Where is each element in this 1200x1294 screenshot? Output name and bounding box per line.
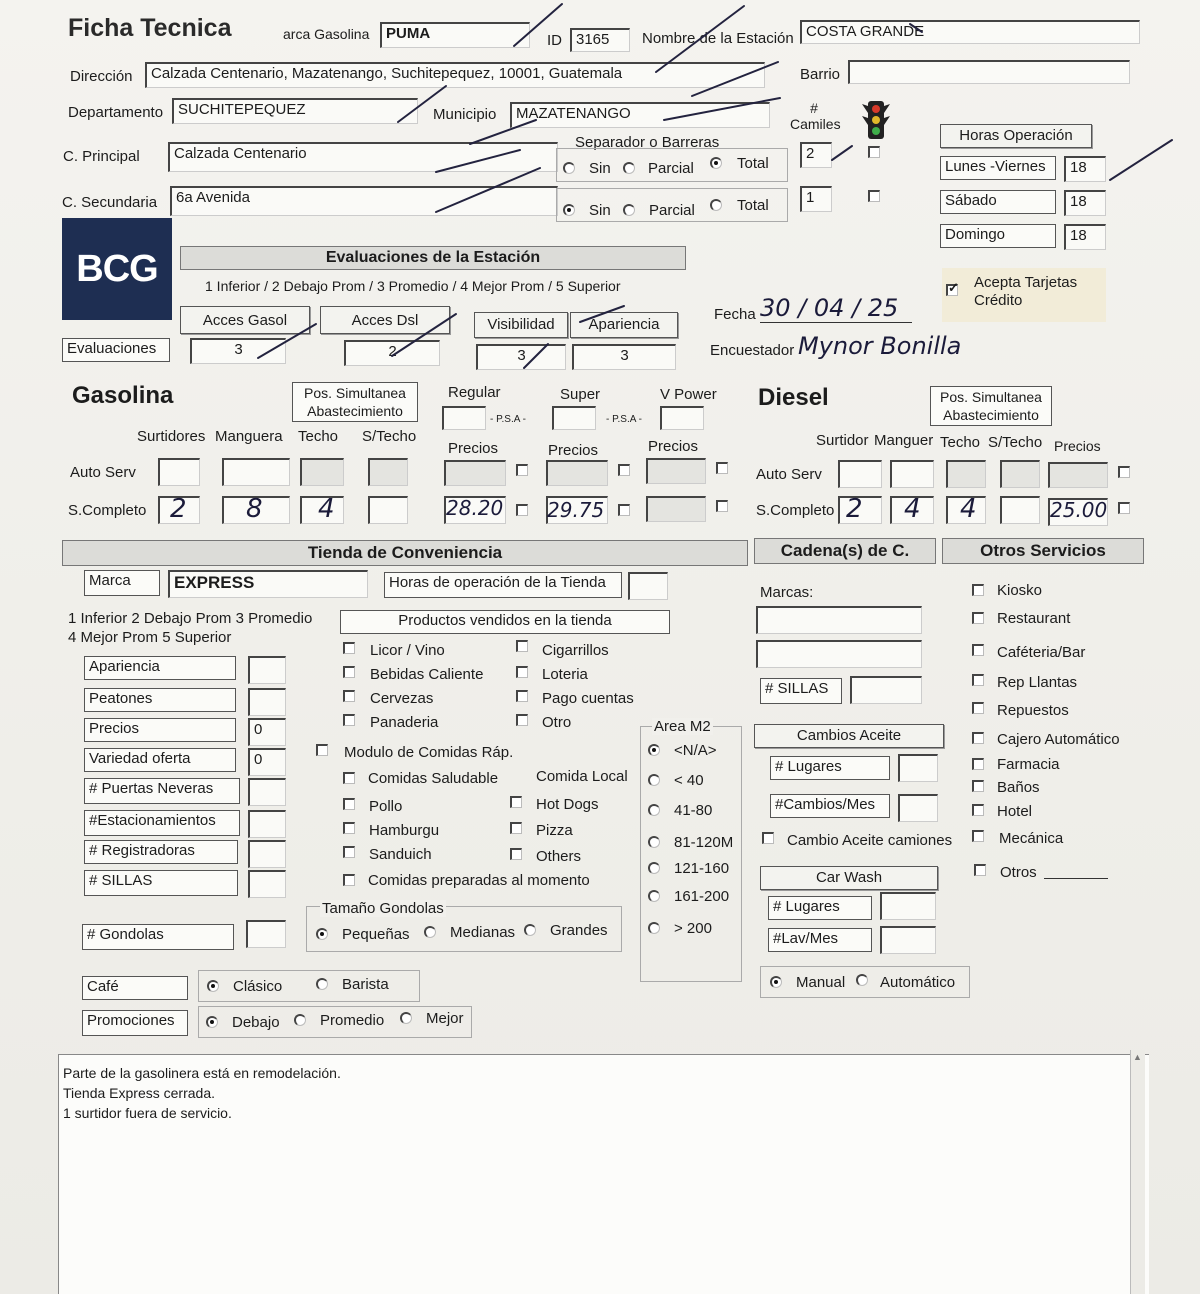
municipio-field[interactable]: MAZATENANGO — [510, 102, 770, 128]
comment-line-1: Parte de la gasolinera está en remodelación. — [63, 1065, 341, 1081]
area-na-label: <N/A> — [674, 742, 717, 759]
productos-header: Productos vendidos en la tienda — [340, 610, 670, 634]
marca-field[interactable]: EXPRESS — [168, 570, 368, 598]
fuel-regular-label: Regular — [448, 384, 501, 401]
traffic-light-icon — [862, 100, 890, 140]
aceite-lugares-field[interactable] — [898, 754, 938, 782]
encuestador-label: Encuestador — [710, 342, 795, 359]
wash-automatico-label: Automático — [880, 974, 956, 991]
psa-vpower-field[interactable] — [660, 406, 704, 430]
fecha-label: Fecha — [714, 306, 756, 323]
modulo-comidas-label: Modulo de Comidas Ráp. — [344, 744, 514, 761]
d-auto-surtidor[interactable] — [838, 460, 882, 488]
promo-mejor-radio[interactable] — [400, 1012, 412, 1024]
area-gt200-radio[interactable] — [648, 922, 660, 934]
g-auto-techo[interactable] — [300, 458, 344, 486]
metric-precios-label: Precios — [84, 718, 236, 742]
gondola-grandes-radio[interactable] — [524, 924, 536, 936]
d-auto-techo[interactable] — [946, 460, 986, 488]
municipio-label: Municipio — [433, 106, 497, 123]
prod-bebidas-label: Bebidas Caliente — [370, 666, 484, 683]
prod-loteria-label: Loteria — [542, 666, 588, 683]
direccion-label: Dirección — [70, 68, 133, 85]
g-auto-stecho[interactable] — [368, 458, 408, 486]
eval-visibilidad-field[interactable]: 3 — [476, 344, 566, 370]
serv-restaurant-checkbox[interactable] — [972, 612, 984, 624]
serv-hotel-label: Hotel — [997, 803, 1033, 820]
cadena-header: Cadena(s) de C. — [754, 538, 936, 564]
otros-servicios-header: Otros Servicios — [942, 538, 1144, 564]
prod-cigarrillos-label: Cigarrillos — [542, 642, 609, 659]
g-completo-vpower-checkbox[interactable] — [716, 500, 728, 512]
calle-secundaria-label: C. Secundaria — [62, 194, 158, 211]
hours-sunday-label: Domingo — [940, 224, 1056, 248]
wash-manual-label: Manual — [796, 974, 846, 991]
metric-gondolas-label: # Gondolas — [82, 924, 234, 950]
d-completo-manguer: 4 — [904, 494, 921, 524]
diesel-col-techo: Techo — [940, 434, 981, 451]
precio-super-label: Precios — [548, 442, 599, 459]
serv-repuestos-checkbox[interactable] — [972, 702, 984, 714]
page-title: Ficha Tecnica — [68, 14, 232, 42]
gondola-grandes-label: Grandes — [550, 922, 608, 939]
cafe-label: Café — [82, 976, 188, 1000]
comida-hotdogs-label: Hot Dogs — [536, 796, 599, 813]
metric-gondolas-field[interactable] — [246, 920, 286, 948]
d-completo-checkbox[interactable] — [1118, 502, 1130, 514]
g-completo-precio-vpower[interactable] — [646, 496, 706, 522]
camiones-principal-checkbox[interactable] — [868, 146, 880, 158]
precio-vpower-label: Precios — [648, 438, 699, 455]
area-161-200-label: 161-200 — [674, 888, 730, 905]
area-41-80-radio[interactable] — [648, 804, 660, 816]
station-name-label: Nombre de la Estación — [642, 30, 794, 47]
eval-acces-dsl-field[interactable]: 2 — [344, 340, 440, 366]
d-completo-stecho[interactable] — [1000, 496, 1040, 524]
separador-title: Separador o Barreras — [575, 134, 720, 151]
sep-principal-total-radio[interactable] — [710, 157, 722, 169]
area-lt40-radio[interactable] — [648, 774, 660, 786]
diesel-col-manguer: Manguer — [874, 432, 934, 449]
pen-stroke — [832, 146, 852, 160]
serv-otros-line — [1044, 878, 1108, 879]
sep-secundaria-sin-radio[interactable] — [563, 204, 575, 216]
tarjetas-label: Acepta Tarjetas Crédito — [974, 274, 1078, 309]
sep-secundaria-sin-label: Sin — [589, 202, 611, 219]
comments-textarea[interactable] — [58, 1054, 1149, 1294]
g-completo-precio-super: 29.75 — [547, 498, 605, 522]
serv-llantas-label: Rep Llantas — [997, 674, 1078, 691]
comida-pollo-label: Pollo — [369, 798, 403, 815]
fecha-underline — [760, 322, 912, 323]
metric-apariencia-label: Apariencia — [84, 656, 236, 680]
gondolas-size-title: Tamaño Gondolas — [322, 900, 444, 917]
diesel-pos-simultanea: Pos. Simultanea Abastecimiento — [930, 386, 1052, 426]
calle-principal-field[interactable]: Calzada Centenario — [168, 142, 558, 172]
hours-sunday-field[interactable]: 18 — [1064, 224, 1106, 250]
precio-regular-label: Precios — [448, 440, 499, 457]
metric-registradoras-label: # Registradoras — [84, 840, 238, 864]
serv-cafeteria-checkbox[interactable] — [972, 644, 984, 656]
area-121-160-label: 121-160 — [674, 860, 730, 877]
area-na-radio[interactable] — [648, 744, 660, 756]
comida-saludable-checkbox[interactable] — [343, 772, 355, 784]
eval-apariencia-label: Apariencia — [570, 312, 678, 338]
cafe-barista-label: Barista — [342, 976, 389, 993]
gondola-medianas-label: Medianas — [450, 924, 516, 941]
sep-principal-parcial-radio[interactable] — [623, 162, 635, 174]
marca-label: Marca — [84, 570, 160, 596]
serv-cafeteria-label: Caféteria/Bar — [997, 644, 1086, 661]
promo-debajo-label: Debajo — [232, 1014, 280, 1031]
gasolina-autoserv-label: Auto Serv — [70, 464, 136, 481]
d-auto-stecho[interactable] — [1000, 460, 1040, 488]
metric-registradoras-field[interactable] — [248, 840, 286, 868]
metric-apariencia-field[interactable] — [248, 656, 286, 684]
carwash-lav-mes-label: #Lav/Mes — [768, 928, 872, 952]
psa-regular-field[interactable] — [442, 406, 486, 430]
carwash-lav-mes-field[interactable] — [880, 926, 936, 954]
barrio-label: Barrio — [800, 66, 841, 83]
prod-panaderia-label: Panaderia — [370, 714, 439, 731]
sep-principal-parcial-label: Parcial — [648, 160, 694, 177]
evaluaciones-scale: 1 Inferior / 2 Debajo Prom / 3 Promedio / 4 Mejor Prom / 5 Superior — [205, 278, 621, 294]
cafe-barista-radio[interactable] — [316, 978, 328, 990]
calle-secundaria-field[interactable]: 6a Avenida — [170, 186, 558, 216]
pen-stroke — [1110, 140, 1172, 180]
camiones-label: # Camiles — [790, 100, 841, 132]
gasolina-col-manguera: Manguera — [215, 428, 283, 445]
comida-sanduich-label: Sanduich — [369, 846, 432, 863]
gondola-pequenas-radio[interactable] — [316, 928, 328, 940]
comida-hamburgu-label: Hamburgu — [369, 822, 440, 839]
gasolina-title: Gasolina — [72, 382, 174, 409]
promo-promedio-label: Promedio — [320, 1012, 385, 1029]
prod-panaderia-checkbox[interactable] — [343, 714, 355, 726]
area-121-160-radio[interactable] — [648, 862, 660, 874]
metric-puertas-field[interactable] — [248, 778, 286, 806]
prod-licor-checkbox[interactable] — [343, 642, 355, 654]
comment-line-3: 1 surtidor fuera de servicio. — [63, 1105, 232, 1121]
aceite-cambios-mes-label: #Cambios/Mes — [770, 794, 890, 818]
gondola-pequenas-label: Pequeñas — [342, 926, 410, 943]
sep-secundaria-total-label: Total — [737, 197, 769, 214]
eval-apariencia-field[interactable]: 3 — [572, 344, 676, 370]
serv-farmacia-checkbox[interactable] — [972, 758, 984, 770]
comments-scrollbar[interactable] — [1130, 1050, 1145, 1294]
comida-hamburgu-checkbox[interactable] — [343, 822, 355, 834]
gasolina-completo-label: S.Completo — [68, 502, 147, 519]
d-auto-checkbox[interactable] — [1118, 466, 1130, 478]
comida-saludable-label: Comidas Saludable — [368, 770, 499, 787]
diesel-col-stecho: S/Techo — [988, 434, 1043, 451]
prod-licor-label: Licor / Vino — [370, 642, 445, 659]
cambios-aceite-header: Cambios Aceite — [754, 724, 944, 748]
diesel-col-surtidor: Surtidor — [816, 432, 869, 449]
marcas-field-2[interactable] — [756, 640, 922, 668]
g-auto-super-checkbox[interactable] — [618, 464, 630, 476]
comida-pollo-checkbox[interactable] — [343, 798, 355, 810]
modulo-comidas-checkbox[interactable] — [316, 744, 328, 756]
g-completo-stecho[interactable] — [368, 496, 408, 524]
metric-estacionamientos-field[interactable] — [248, 810, 286, 838]
brand-label: arca Gasolina — [283, 26, 370, 42]
gasolina-col-surtidores: Surtidores — [137, 428, 206, 445]
cadena-sillas-field[interactable] — [850, 676, 922, 704]
g-auto-manguera[interactable] — [222, 458, 290, 486]
gasolina-col-stecho: S/Techo — [362, 428, 417, 445]
serv-mecanica-checkbox[interactable] — [972, 830, 984, 842]
g-completo-manguera: 8 — [246, 494, 263, 524]
comments-text — [63, 1063, 341, 1123]
metric-variedad-label: Variedad oferta — [84, 748, 236, 772]
marcas-field-1[interactable] — [756, 606, 922, 634]
serv-otros-checkbox[interactable] — [974, 864, 986, 876]
hours-saturday-label: Sábado — [940, 190, 1056, 214]
metric-sillas-label: # SILLAS — [84, 870, 238, 896]
psa-label-1: - P.S.A - — [490, 414, 526, 425]
psa-label-2: - P.S.A - — [606, 414, 642, 425]
area-m2-title: Area M2 — [654, 718, 711, 735]
sep-principal-sin-label: Sin — [589, 160, 611, 177]
serv-kiosko-checkbox[interactable] — [972, 584, 984, 596]
prod-loteria-checkbox[interactable] — [516, 666, 528, 678]
comida-local-label: Comida Local — [536, 768, 628, 785]
wash-automatico-radio[interactable] — [856, 974, 868, 986]
diesel-title: Diesel — [758, 384, 829, 411]
diesel-col-precios: Precios — [1054, 438, 1101, 454]
horas-tienda-label: Horas de operación de la Tienda — [384, 572, 622, 598]
g-completo-surtidores: 2 — [170, 494, 187, 524]
tienda-header: Tienda de Conveniencia — [62, 540, 748, 566]
evaluaciones-header: Evaluaciones de la Estación — [180, 246, 686, 270]
d-completo-precio: 25.00 — [1050, 498, 1108, 522]
serv-banos-label: Baños — [997, 779, 1040, 796]
comida-hotdogs-checkbox[interactable] — [510, 796, 522, 808]
horas-tienda-field[interactable] — [628, 572, 668, 600]
gasolina-col-techo: Techo — [298, 428, 339, 445]
g-auto-surtidores[interactable] — [158, 458, 200, 486]
comida-sanduich-checkbox[interactable] — [343, 846, 355, 858]
serv-kiosko-label: Kiosko — [997, 582, 1043, 599]
g-completo-regular-checkbox[interactable] — [516, 504, 528, 516]
metric-variedad-field[interactable]: 0 — [248, 748, 286, 776]
sep-secundaria-parcial-label: Parcial — [649, 202, 695, 219]
carwash-lugares-label: # Lugares — [768, 896, 872, 920]
d-auto-manguer[interactable] — [890, 460, 934, 488]
prod-cigarrillos-checkbox[interactable] — [516, 640, 528, 652]
serv-otros-label: Otros — [1000, 864, 1037, 881]
barrio-field[interactable] — [848, 60, 1130, 84]
area-81-120-label: 81-120M — [674, 834, 734, 851]
metric-estacionamientos-label: #Estacionamientos — [84, 810, 240, 836]
cadena-sillas-label: # SILLAS — [760, 678, 842, 704]
area-lt40-label: < 40 — [674, 772, 704, 789]
serv-farmacia-label: Farmacia — [997, 756, 1060, 773]
eval-visibilidad-label: Visibilidad — [474, 312, 568, 338]
comida-others-label: Others — [536, 848, 582, 865]
diesel-autoserv-label: Auto Serv — [756, 466, 822, 483]
d-completo-techo: 4 — [960, 494, 977, 524]
promociones-label: Promociones — [82, 1010, 188, 1036]
metric-peatones-label: Peatones — [84, 688, 236, 712]
serv-hotel-checkbox[interactable] — [972, 804, 984, 816]
aceite-lugares-label: # Lugares — [770, 756, 890, 780]
camiones-principal-field[interactable]: 2 — [800, 142, 832, 168]
psa-super-field[interactable] — [552, 406, 596, 430]
bcg-logo: BCG — [62, 218, 172, 320]
scroll-up-icon[interactable]: ▲ — [1133, 1052, 1142, 1062]
eval-acces-dsl-label: Acces Dsl — [320, 306, 450, 334]
departamento-field[interactable]: SUCHITEPEQUEZ — [172, 98, 418, 124]
cafe-clasico-label: Clásico — [233, 978, 283, 995]
serv-cajero-label: Cajero Automático — [997, 731, 1120, 748]
promo-debajo-radio[interactable] — [206, 1016, 218, 1028]
horas-operacion-header: Horas Operación — [940, 124, 1092, 148]
g-completo-super-checkbox[interactable] — [618, 504, 630, 516]
hours-saturday-field[interactable]: 18 — [1064, 190, 1106, 216]
area-41-80-label: 41-80 — [674, 802, 713, 819]
cafe-clasico-radio[interactable] — [207, 980, 219, 992]
prod-otro-label: Otro — [542, 714, 572, 731]
comment-line-2: Tienda Express cerrada. — [63, 1085, 215, 1101]
metric-peatones-field[interactable] — [248, 688, 286, 716]
calle-principal-label: C. Principal — [63, 148, 140, 165]
g-auto-precio-regular[interactable] — [444, 460, 506, 486]
tienda-scale-1: 1 Inferior 2 Debajo Prom 3 Promedio — [68, 610, 313, 627]
g-auto-regular-checkbox[interactable] — [516, 464, 528, 476]
carwash-lugares-field[interactable] — [880, 892, 936, 920]
direccion-field[interactable]: Calzada Centenario, Mazatenango, Suchitepequez, 10001, Guatemala — [145, 62, 765, 88]
area-161-200-radio[interactable] — [648, 890, 660, 902]
serv-banos-checkbox[interactable] — [972, 780, 984, 792]
fecha-value[interactable]: 30 / 04 / 25 — [760, 294, 899, 322]
sep-secundaria-parcial-radio[interactable] — [623, 204, 635, 216]
departamento-label: Departamento — [68, 104, 164, 121]
g-completo-techo: 4 — [318, 494, 335, 524]
serv-mecanica-label: Mecánica — [999, 830, 1064, 847]
station-name-field[interactable]: COSTA GRANDE — [800, 20, 1140, 44]
comida-others-checkbox[interactable] — [510, 848, 522, 860]
metric-puertas-label: # Puertas Neveras — [84, 778, 240, 804]
eval-acces-gasol-field[interactable]: 3 — [190, 338, 286, 364]
area-gt200-label: > 200 — [674, 920, 712, 937]
g-auto-precio-super[interactable] — [546, 460, 608, 486]
brand-field[interactable]: PUMA — [380, 22, 530, 48]
tienda-scale-2: 4 Mejor Prom 5 Superior — [68, 629, 232, 646]
d-completo-surtidor: 2 — [846, 494, 863, 524]
serv-repuestos-label: Repuestos — [997, 702, 1069, 719]
serv-restaurant-label: Restaurant — [997, 610, 1071, 627]
aceite-camiones-label: Cambio Aceite camiones — [787, 832, 953, 849]
area-81-120-radio[interactable] — [648, 836, 660, 848]
aceite-camiones-checkbox[interactable] — [762, 832, 774, 844]
prod-bebidas-checkbox[interactable] — [343, 666, 355, 678]
tarjetas-checkbox[interactable]: ✓ — [948, 280, 959, 295]
sep-secundaria-total-radio[interactable] — [710, 199, 722, 211]
diesel-completo-label: S.Completo — [756, 502, 835, 519]
serv-cajero-checkbox[interactable] — [972, 732, 984, 744]
metric-sillas-field[interactable] — [248, 870, 286, 898]
wash-manual-radio[interactable] — [770, 976, 782, 988]
sep-principal-sin-radio[interactable] — [563, 162, 575, 174]
comida-pizza-checkbox[interactable] — [510, 822, 522, 834]
comidas-preparadas-label: Comidas preparadas al momento — [368, 872, 590, 889]
comida-pizza-label: Pizza — [536, 822, 573, 839]
prod-cervezas-checkbox[interactable] — [343, 690, 355, 702]
camiones-secundaria-field[interactable]: 1 — [800, 186, 832, 212]
car-wash-header: Car Wash — [760, 866, 938, 890]
id-field[interactable]: 3165 — [570, 28, 630, 52]
serv-llantas-checkbox[interactable] — [972, 674, 984, 686]
marcas-label: Marcas: — [760, 584, 814, 601]
hours-weekdays-field[interactable]: 18 — [1064, 156, 1106, 182]
comidas-preparadas-checkbox[interactable] — [343, 874, 355, 886]
g-auto-precio-vpower[interactable] — [646, 458, 706, 484]
promo-promedio-radio[interactable] — [294, 1014, 306, 1026]
d-auto-precio[interactable] — [1048, 462, 1108, 488]
metric-precios-field[interactable]: 0 — [248, 718, 286, 746]
encuestador-value[interactable]: Mynor Bonilla — [798, 332, 962, 360]
gasolina-pos-simultanea: Pos. Simultanea Abastecimiento — [292, 382, 418, 422]
aceite-cambios-mes-field[interactable] — [898, 794, 938, 822]
id-label: ID — [547, 32, 562, 49]
evaluaciones-row-label: Evaluaciones — [62, 338, 170, 362]
camiones-secundaria-checkbox[interactable] — [868, 190, 880, 202]
area-m2-group — [640, 726, 742, 982]
fuel-vpower-label: V Power — [660, 386, 717, 403]
gondola-medianas-radio[interactable] — [424, 926, 436, 938]
prod-pago-checkbox[interactable] — [516, 690, 528, 702]
prod-pago-label: Pago cuentas — [542, 690, 634, 707]
promo-mejor-label: Mejor — [426, 1010, 464, 1027]
prod-otro-checkbox[interactable] — [516, 714, 528, 726]
eval-acces-gasol-label: Acces Gasol — [180, 306, 310, 334]
hours-weekdays-label: Lunes -Viernes — [940, 156, 1056, 180]
g-auto-vpower-checkbox[interactable] — [716, 462, 728, 474]
g-completo-precio-regular: 28.20 — [446, 496, 504, 520]
sep-principal-total-label: Total — [737, 155, 769, 172]
fuel-super-label: Super — [560, 386, 601, 403]
prod-cervezas-label: Cervezas — [370, 690, 434, 707]
